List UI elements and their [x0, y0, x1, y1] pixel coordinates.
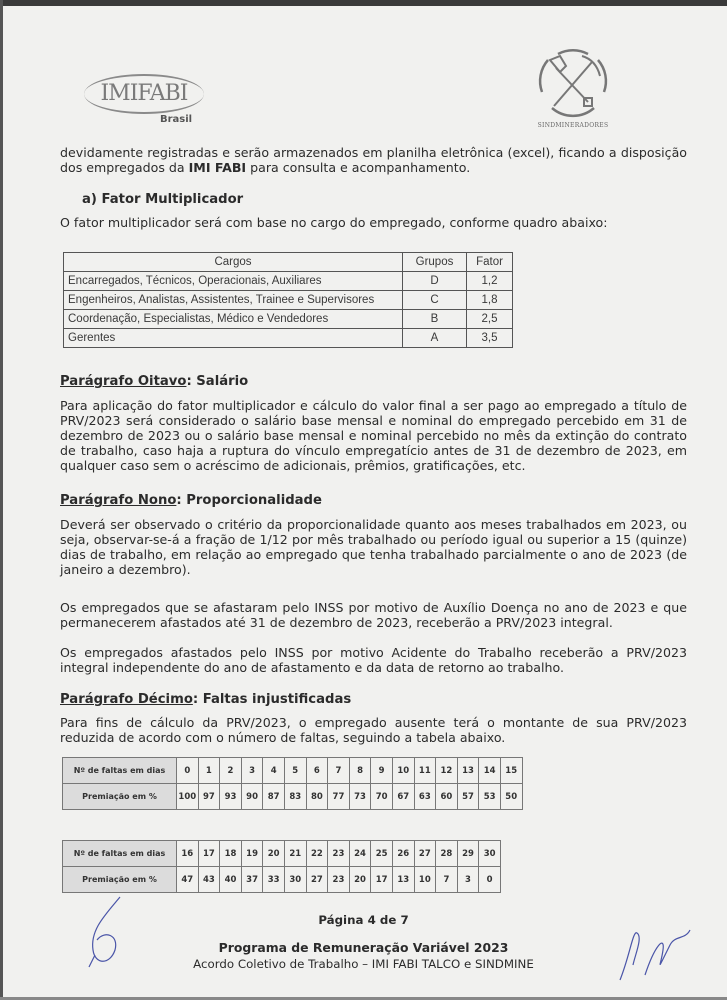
- pct-cell: 80: [306, 784, 328, 810]
- pct-cell: 93: [220, 784, 242, 810]
- footer-title: Programa de Remuneração Variável 2023: [218, 940, 509, 955]
- pct-cell: 47: [177, 867, 199, 893]
- nono-paragraph-1: Deverá ser observado o critério da proporcionalidade quanto aos meses trabalhados em 2023, ou seja, observar-se-á a fração de 1/12 por mês trabalhado ou período igual ou superior a 15 (quinze) dias de trabalho, em relação ao empregado que tenha trabalhado parcialmente o ano de 2023 (de janeiro a dezembro).: [60, 517, 687, 577]
- days-cell: 24: [349, 841, 371, 867]
- table-row: [64, 272, 513, 291]
- pct-cell: 57: [457, 784, 479, 810]
- decimo-label: Parágrafo Décimo: [60, 692, 193, 707]
- pct-cell: 17: [371, 867, 393, 893]
- days-cell: 4: [263, 758, 285, 784]
- cell-cargo: Gerentes: [64, 329, 403, 348]
- days-cell: 13: [457, 758, 479, 784]
- header-cargos: Cargos: [64, 253, 403, 272]
- intro-text: devidamente registradas e serão armazenados em planilha eletrônica (excel), ficando a disposição dos empregados da: [60, 145, 687, 175]
- oitavo-text: Para aplicação do fator multiplicador e cálculo do valor final a ser pago ao empregado a título de PRV/2023 será considerado o salário base mensal e nominal do empregado percebido em 31 de dezembro de 2023 ou o salário base mensal e nominal percebido no mês da extinção do contrato de trabalho, caso haja a ruptura do vínculo empregatício antes de 31 de dezembro de 2023, em qualquer caso sem o acréscimo de adicionais, prêmios, gratificações, etc.: [60, 398, 687, 473]
- days-cell: 10: [392, 758, 414, 784]
- pct-cell: 60: [436, 784, 458, 810]
- pct-cell: 0: [479, 867, 501, 893]
- days-cell: 28: [436, 841, 458, 867]
- faltas-table-2: [62, 840, 501, 893]
- cell-fator: 1,8: [467, 291, 513, 310]
- cell-grupo: B: [403, 310, 467, 329]
- days-cell: 1: [198, 758, 220, 784]
- days-cell: 7: [328, 758, 350, 784]
- nono-heading: [60, 493, 322, 509]
- days-row: [63, 841, 501, 867]
- fator-text: O fator multiplicador será com base no cargo do empregado, conforme quadro abaixo:: [60, 215, 608, 230]
- days-cell: 5: [284, 758, 306, 784]
- scan-border-left: [0, 0, 3, 1000]
- pct-cell: 90: [241, 784, 263, 810]
- days-cell: 11: [414, 758, 436, 784]
- page-number: Página 4 de 7: [318, 913, 409, 927]
- pct-row: [63, 784, 523, 810]
- cargos-table: [63, 252, 513, 348]
- cell-fator: 2,5: [467, 310, 513, 329]
- days-cell: 12: [436, 758, 458, 784]
- pct-cell: 27: [306, 867, 328, 893]
- days-cell: 21: [284, 841, 306, 867]
- days-label: Nº de faltas em dias: [63, 758, 177, 784]
- oitavo-title: : Salário: [186, 374, 249, 389]
- nono-paragraph-3: Os empregados afastados pelo INSS por motivo Acidente do Trabalho receberão a PRV/2023 integral independente do ano de afastamento e da data de retorno ao trabalho.: [60, 645, 687, 675]
- table-row: [64, 291, 513, 310]
- nono-paragraph-2: Os empregados que se afastaram pelo INSS por motivo de Auxílio Doença no ano de 2023 e que permanecerem afastados até 31 de dezembro de 2023, receberão a PRV/2023 integral.: [60, 600, 687, 630]
- pickaxe-shovel-icon: [518, 46, 628, 118]
- days-cell: 27: [414, 841, 436, 867]
- intro-paragraph: [60, 145, 687, 175]
- pct-cell: 67: [392, 784, 414, 810]
- pct-cell: 100: [177, 784, 199, 810]
- pct-cell: 37: [241, 867, 263, 893]
- pct-cell: 50: [500, 784, 522, 810]
- days-cell: 19: [241, 841, 263, 867]
- signature-right-icon: [615, 925, 695, 985]
- cell-cargo: Engenheiros, Analistas, Assistentes, Trainee e Supervisores: [64, 291, 403, 310]
- logo-brasil-text: Brasil: [160, 114, 193, 125]
- days-row: [63, 758, 523, 784]
- days-cell: 29: [457, 841, 479, 867]
- footer-subtitle: Acordo Coletivo de Trabalho – IMI FABI TALCO e SINDMINE: [193, 957, 534, 971]
- days-cell: 3: [241, 758, 263, 784]
- pct-label: Premiação em %: [63, 784, 177, 810]
- oitavo-label: Parágrafo Oitavo: [60, 374, 187, 389]
- days-cell: 16: [177, 841, 199, 867]
- faltas-table-1: [62, 757, 523, 810]
- cell-cargo: Encarregados, Técnicos, Operacionais, Auxiliares: [64, 272, 403, 291]
- pct-row: [63, 867, 501, 893]
- scan-border-top: [0, 0, 727, 6]
- days-cell: 23: [328, 841, 350, 867]
- cell-cargo: Coordenação, Especialistas, Médico e Vendedores: [64, 310, 403, 329]
- days-cell: 22: [306, 841, 328, 867]
- cell-grupo: A: [403, 329, 467, 348]
- pct-cell: 10: [414, 867, 436, 893]
- pct-cell: 53: [479, 784, 501, 810]
- days-cell: 20: [263, 841, 285, 867]
- cell-grupo: D: [403, 272, 467, 291]
- decimo-text: Para fins de cálculo da PRV/2023, o empregado ausente terá o montante de sua PRV/2023 reduzida de acordo com o número de faltas, seguindo a tabela abaixo.: [60, 715, 687, 745]
- logo-wordmark: IMIFABI: [100, 81, 188, 106]
- nono-title: : Proporcionalidade: [176, 493, 322, 508]
- days-cell: 6: [306, 758, 328, 784]
- header-fator: Fator: [467, 253, 513, 272]
- days-cell: 25: [371, 841, 393, 867]
- pct-cell: 83: [284, 784, 306, 810]
- days-cell: 2: [220, 758, 242, 784]
- pct-label: Premiação em %: [63, 867, 177, 893]
- pct-cell: 87: [263, 784, 285, 810]
- pct-cell: 30: [284, 867, 306, 893]
- pct-cell: 7: [436, 867, 458, 893]
- days-cell: 18: [220, 841, 242, 867]
- pct-cell: 73: [349, 784, 371, 810]
- pct-cell: 63: [414, 784, 436, 810]
- days-cell: 30: [479, 841, 501, 867]
- pct-cell: 3: [457, 867, 479, 893]
- days-cell: 14: [479, 758, 501, 784]
- decimo-title: : Faltas injustificadas: [192, 692, 352, 707]
- table-header-row: [64, 253, 513, 272]
- decimo-heading: [60, 692, 351, 708]
- fator-heading: a) Fator Multiplicador: [82, 192, 244, 207]
- days-label: Nº de faltas em dias: [63, 841, 177, 867]
- table-row: [64, 329, 513, 348]
- pct-cell: 40: [220, 867, 242, 893]
- pct-cell: 23: [328, 867, 350, 893]
- pct-cell: 43: [198, 867, 220, 893]
- table-row: [64, 310, 513, 329]
- cell-grupo: C: [403, 291, 467, 310]
- days-cell: 0: [177, 758, 199, 784]
- pct-cell: 20: [349, 867, 371, 893]
- sindmineradores-logo: [518, 46, 628, 136]
- nono-label: Parágrafo Nono: [60, 493, 177, 508]
- company-name: IMI FABI: [188, 160, 247, 175]
- pct-cell: 97: [198, 784, 220, 810]
- imifabi-logo: [84, 74, 204, 114]
- days-cell: 26: [392, 841, 414, 867]
- days-cell: 17: [198, 841, 220, 867]
- days-cell: 9: [371, 758, 393, 784]
- intro-text-end: para consulta e acompanhamento.: [246, 160, 471, 175]
- oitavo-heading: [60, 374, 248, 390]
- pct-cell: 13: [392, 867, 414, 893]
- days-cell: 15: [500, 758, 522, 784]
- pct-cell: 33: [263, 867, 285, 893]
- header-grupos: Grupos: [403, 253, 467, 272]
- cell-fator: 1,2: [467, 272, 513, 291]
- days-cell: 8: [349, 758, 371, 784]
- pct-cell: 70: [371, 784, 393, 810]
- pct-cell: 77: [328, 784, 350, 810]
- cell-fator: 3,5: [467, 329, 513, 348]
- logo-caption: SINDMINERADORES: [537, 122, 609, 129]
